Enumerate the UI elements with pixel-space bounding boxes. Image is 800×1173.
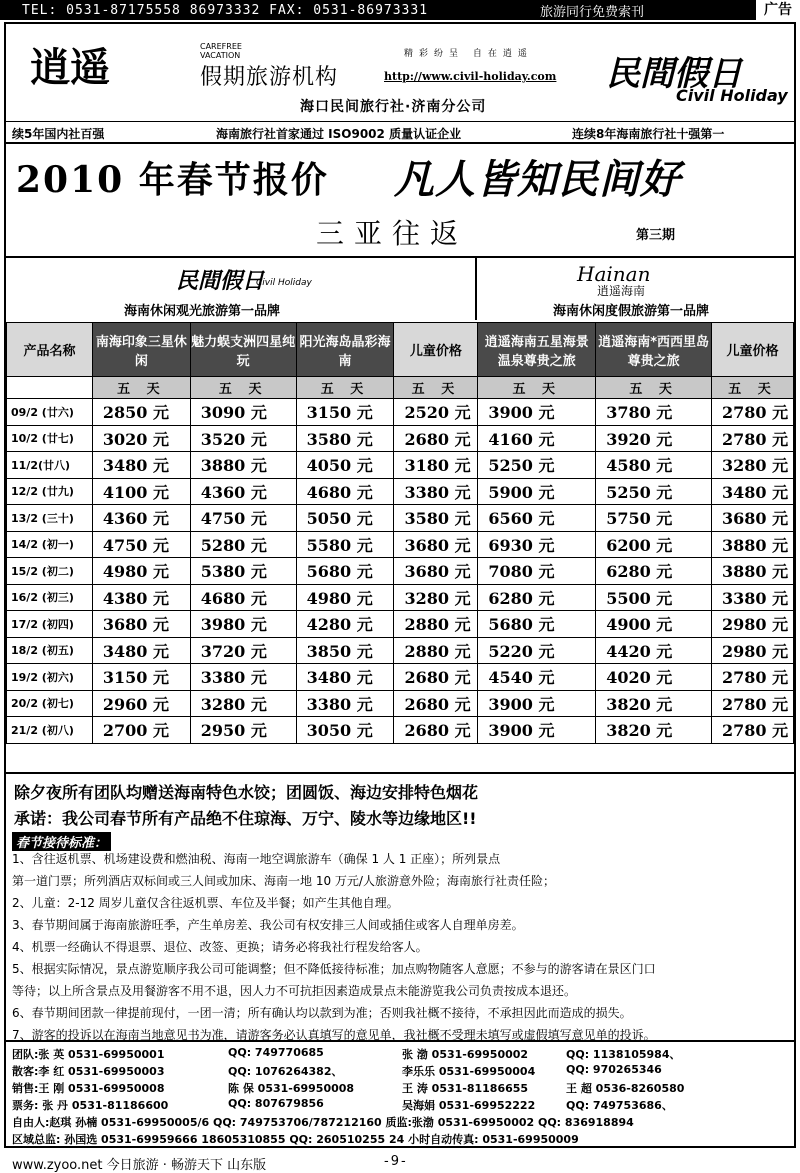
contact-entry: 票务: 张 丹 0531-81186600 [12, 1099, 169, 1112]
price-cell: 3680 元 [92, 611, 190, 638]
price-cell: 2680 元 [394, 690, 478, 717]
price-cell: 2780 元 [712, 717, 794, 744]
price-cell: 3090 元 [190, 399, 296, 426]
price-cell: 3580 元 [296, 425, 394, 452]
date-cell: 21/2 (初八) [7, 717, 93, 744]
price-cell: 3820 元 [596, 690, 712, 717]
table-row [7, 690, 794, 717]
contact-entry: 李乐乐 0531-69950004 [402, 1065, 536, 1078]
price-cell: 5050 元 [296, 505, 394, 532]
price-cell: 4750 元 [92, 531, 190, 558]
price-cell: 4360 元 [190, 478, 296, 505]
date-cell: 11/2(廿八) [7, 452, 93, 479]
column-header: 儿童价格 [712, 323, 794, 377]
days-blank-cell [7, 377, 93, 399]
duration-cell: 五 天 [478, 377, 596, 399]
price-cell: 3020 元 [92, 425, 190, 452]
footer-site: www.zyoo.net 今日旅游 · 畅游天下 山东版 [12, 1158, 267, 1173]
website-link[interactable]: http://www.civil-holiday.com [384, 70, 557, 83]
price-cell: 4680 元 [296, 478, 394, 505]
date-cell: 13/2 (三十) [7, 505, 93, 532]
duration-cell: 五 天 [190, 377, 296, 399]
note-item: 6、春节期间团款一律提前现付，一团一清；所有确认均以款到为准；否则我社概不接待，不承担因此而造成的损失。 [12, 1006, 632, 1020]
price-cell: 5900 元 [478, 478, 596, 505]
price-cell: 3280 元 [712, 452, 794, 479]
date-cell: 20/2 (初七) [7, 690, 93, 717]
award-1: 续5年国内社百强 [12, 127, 105, 141]
price-cell: 4680 元 [190, 584, 296, 611]
table-row [7, 452, 794, 479]
awards-bar [6, 122, 794, 144]
table-row [7, 478, 794, 505]
brand-left-tag: 海南休闲观光旅游第一品牌 [124, 304, 281, 319]
logo-en: CAREFREE VACATION [200, 42, 242, 60]
award-2: 海南旅行社首家通过 ISO9002 质量认证企业 [216, 127, 462, 141]
price-cell: 2780 元 [712, 664, 794, 691]
price-cell: 2780 元 [712, 399, 794, 426]
price-cell: 2950 元 [190, 717, 296, 744]
price-cell: 2980 元 [712, 611, 794, 638]
price-cell: 3280 元 [394, 584, 478, 611]
price-cell: 5220 元 [478, 637, 596, 664]
price-cell: 2780 元 [712, 425, 794, 452]
price-cell: 3380 元 [712, 584, 794, 611]
column-header: 魅力蜈支洲四星纯玩 [190, 323, 296, 377]
price-cell: 5680 元 [478, 611, 596, 638]
price-cell: 2960 元 [92, 690, 190, 717]
price-cell: 5380 元 [190, 558, 296, 585]
price-cell: 6280 元 [478, 584, 596, 611]
table-row [7, 717, 794, 744]
price-cell: 3780 元 [596, 399, 712, 426]
header-slogan: 精彩纷呈 自在逍遥 [404, 49, 533, 59]
price-cell: 2680 元 [394, 664, 478, 691]
page-number: -9- [384, 1154, 408, 1169]
table-row [7, 425, 794, 452]
price-cell: 3820 元 [596, 717, 712, 744]
price-cell: 3380 元 [394, 478, 478, 505]
price-cell: 3280 元 [190, 690, 296, 717]
note-item: 等待；以上所含景点及用餐游客不用不退，因人力不可抗拒因素造成景点未能游览我公司负责按成本退还。 [12, 984, 577, 998]
table-row [7, 611, 794, 638]
contact-entry: QQ: 807679856 [228, 1097, 324, 1110]
brand-right-name: Hainan [577, 262, 651, 286]
price-cell: 4750 元 [190, 505, 296, 532]
note-item: 第一道门票；所列酒店双标间或三人间或加床、海南一地 10 万元/人旅游意外险；海南旅行社责任险； [12, 874, 555, 888]
brand-left-name: 民間假日 [176, 268, 265, 294]
column-header: 产品名称 [7, 323, 93, 377]
notes-section [6, 772, 794, 1042]
ad-frame [4, 22, 796, 1148]
price-cell: 5280 元 [190, 531, 296, 558]
date-cell: 15/2 (初二) [7, 558, 93, 585]
price-cell: 2520 元 [394, 399, 478, 426]
contact-entry: 散客:李 红 0531-69950003 [12, 1065, 165, 1078]
price-cell: 2880 元 [394, 611, 478, 638]
table-row [7, 505, 794, 532]
price-table [6, 322, 794, 744]
table-row [7, 399, 794, 426]
price-cell: 3850 元 [296, 637, 394, 664]
price-cell: 4050 元 [296, 452, 394, 479]
price-cell: 3900 元 [478, 690, 596, 717]
title-slogan: 凡人皆知民间好 [394, 156, 681, 203]
date-cell: 10/2 (廿七) [7, 425, 93, 452]
price-cell: 3180 元 [394, 452, 478, 479]
footer [0, 1152, 800, 1171]
price-cell: 3680 元 [394, 531, 478, 558]
contact-entry: 王 超 0536-8260580 [566, 1082, 685, 1095]
note-item: 7、游客的投诉以在海南当地意见书为准，请游客务必认真填写的意见单，我社概不受理未填写或虚假填写意见单的投诉。 [12, 1028, 656, 1042]
price-cell: 3380 元 [190, 664, 296, 691]
contact-entry: 陈 保 0531-69950008 [228, 1082, 355, 1095]
price-cell: 3980 元 [190, 611, 296, 638]
note-item: 4、机票一经确认不得退票、退位、改签、更换；请务必将我社行程发给客人。 [12, 940, 428, 954]
contact-line: TEL: 0531-87175558 86973332 FAX: 0531-86973331 [22, 2, 429, 18]
table-row [7, 584, 794, 611]
duration-cell: 五 天 [394, 377, 478, 399]
price-cell: 2680 元 [394, 717, 478, 744]
price-cell: 2780 元 [712, 690, 794, 717]
price-cell: 3880 元 [712, 558, 794, 585]
civil-holiday-logo [606, 46, 796, 106]
top-bar [0, 0, 800, 20]
price-cell: 3050 元 [296, 717, 394, 744]
price-cell: 2680 元 [394, 425, 478, 452]
price-cell: 3880 元 [190, 452, 296, 479]
contacts-section [6, 1040, 794, 1148]
price-cell: 6200 元 [596, 531, 712, 558]
price-cell: 3520 元 [190, 425, 296, 452]
route-title: 三亚往返 [316, 217, 469, 250]
duration-cell: 五 天 [712, 377, 794, 399]
column-header: 逍遥海南五星海景温泉尊贵之旅 [478, 323, 596, 377]
contact-entry: 区域总监: 孙国选 0531-69959666 18605310855 QQ: 260510255 24 小时自动传真: 0531-69950009 [12, 1133, 579, 1146]
contact-entry: QQ: 749770685 [228, 1046, 324, 1059]
logo-cn: 假期旅游机构 [200, 65, 339, 90]
price-cell: 4980 元 [296, 584, 394, 611]
price-cell: 4980 元 [92, 558, 190, 585]
contact-entry: 张 渤 0531-69950002 [402, 1048, 529, 1061]
price-cell: 4900 元 [596, 611, 712, 638]
page-title: 2010 年春节报价 [16, 159, 329, 201]
title-band [6, 144, 794, 258]
price-cell: 2850 元 [92, 399, 190, 426]
logo-right-cn: 民間假日 [606, 54, 742, 94]
contact-entry: 团队:张 英 0531-69950001 [12, 1048, 165, 1061]
price-cell: 3680 元 [394, 558, 478, 585]
price-cell: 3150 元 [296, 399, 394, 426]
date-cell: 18/2 (初五) [7, 637, 93, 664]
price-cell: 6930 元 [478, 531, 596, 558]
price-cell: 4100 元 [92, 478, 190, 505]
price-cell: 7080 元 [478, 558, 596, 585]
price-cell: 3380 元 [296, 690, 394, 717]
note-item: 2、儿童：2-12 周岁儿童仅含往返机票、车位及半餐；如产生其他自理。 [12, 896, 399, 910]
logo-glyph: 逍遥 [30, 44, 110, 91]
price-cell: 4360 元 [92, 505, 190, 532]
column-header: 阳光海岛晶彩海南 [296, 323, 394, 377]
duration-cell: 五 天 [596, 377, 712, 399]
price-cell: 5250 元 [478, 452, 596, 479]
price-cell: 4020 元 [596, 664, 712, 691]
price-cell: 2880 元 [394, 637, 478, 664]
price-cell: 3480 元 [92, 452, 190, 479]
contact-entry: QQ: 1138105984、 [566, 1048, 681, 1061]
price-cell: 6560 元 [478, 505, 596, 532]
price-cell: 4280 元 [296, 611, 394, 638]
award-3: 连续8年海南旅行社十强第一 [572, 127, 725, 141]
contact-entry: 王 涛 0531-81186655 [402, 1082, 529, 1095]
price-cell: 4160 元 [478, 425, 596, 452]
note-item: 3、春节期间属于海南旅游旺季，产生单房差、我公司有权安排三人间或插住或客人自理单房差。 [12, 918, 524, 932]
column-header: 南海印象三星休闲 [92, 323, 190, 377]
table-row [7, 531, 794, 558]
date-cell: 19/2 (初六) [7, 664, 93, 691]
company-name: 海口民间旅行社·济南分公司 [300, 99, 487, 115]
standards-title: 春节接待标准： [12, 832, 111, 851]
price-cell: 3920 元 [596, 425, 712, 452]
price-cell: 3720 元 [190, 637, 296, 664]
contact-entry: 自由人:赵琪 孙楠 0531-69950005/6 QQ: 749753706/787212160 质监:张渤 0531-69950002 QQ: 836918894 [12, 1116, 634, 1129]
brand-left-en: Civil Holiday [256, 278, 312, 288]
brand-right-tag: 海南休闲度假旅游第一品牌 [553, 304, 710, 319]
date-cell: 09/2 (廿六) [7, 399, 93, 426]
logo-right-en: Civil Holiday [676, 86, 788, 105]
date-cell: 14/2 (初一) [7, 531, 93, 558]
ad-label: 广告 [754, 0, 800, 20]
price-cell: 4380 元 [92, 584, 190, 611]
price-cell: 2700 元 [92, 717, 190, 744]
column-header: 儿童价格 [394, 323, 478, 377]
date-cell: 12/2 (廿九) [7, 478, 93, 505]
brand-left [6, 258, 477, 320]
price-cell: 3480 元 [712, 478, 794, 505]
price-cell: 3900 元 [478, 399, 596, 426]
duration-cell: 五 天 [296, 377, 394, 399]
price-cell: 3150 元 [92, 664, 190, 691]
price-cell: 5250 元 [596, 478, 712, 505]
table-row [7, 637, 794, 664]
date-cell: 16/2 (初三) [7, 584, 93, 611]
column-header: 逍遥海南*西西里岛尊贵之旅 [596, 323, 712, 377]
price-cell: 3580 元 [394, 505, 478, 532]
contact-entry: QQ: 1076264382、 [228, 1065, 343, 1078]
price-cell: 5580 元 [296, 531, 394, 558]
price-cell: 4580 元 [596, 452, 712, 479]
header [6, 24, 794, 122]
brand-right [477, 258, 794, 320]
highlight-1: 除夕夜所有团队均赠送海南特色水饺；团圆饭、海边安排特色烟花 [14, 783, 479, 802]
price-cell: 3900 元 [478, 717, 596, 744]
price-cell: 3880 元 [712, 531, 794, 558]
contact-entry: 销售:王 刚 0531-69950008 [12, 1082, 165, 1095]
contact-entry: QQ: 749753686、 [566, 1099, 673, 1112]
price-cell: 4540 元 [478, 664, 596, 691]
carefree-logo [30, 32, 360, 92]
table-row [7, 558, 794, 585]
note-item: 1、含往返机票、机场建设费和燃油税、海南一地空调旅游车（确保 1 人 1 正座）；所列景点 [12, 852, 501, 866]
date-cell: 17/2 (初四) [7, 611, 93, 638]
contact-entry: QQ: 970265346 [566, 1063, 662, 1076]
price-cell: 4420 元 [596, 637, 712, 664]
table-header-row [7, 323, 794, 377]
price-cell: 2980 元 [712, 637, 794, 664]
price-cell: 6280 元 [596, 558, 712, 585]
price-cell: 5750 元 [596, 505, 712, 532]
highlight-2: 承诺：我公司春节所有产品绝不住琼海、万宁、陵水等边缘地区!! [14, 809, 477, 828]
contact-entry: 吴海娟 0531-69952222 [402, 1099, 536, 1112]
issue-label: 第三期 [636, 228, 676, 243]
brand-right-cn: 逍遥海南 [597, 284, 646, 298]
tagline: 旅游同行免费索刊 [540, 4, 645, 20]
note-item: 5、根据实际情况，景点游览顺序我公司可能调整；但不降低接待标准；加点购物随客人意愿；不参与的游客请在景区门口 [12, 962, 656, 976]
days-row [7, 377, 794, 399]
price-cell: 3480 元 [92, 637, 190, 664]
price-cell: 5500 元 [596, 584, 712, 611]
price-cell: 3680 元 [712, 505, 794, 532]
price-cell: 5680 元 [296, 558, 394, 585]
table-row [7, 664, 794, 691]
duration-cell: 五 天 [92, 377, 190, 399]
brands-row [6, 258, 794, 320]
price-cell: 3480 元 [296, 664, 394, 691]
